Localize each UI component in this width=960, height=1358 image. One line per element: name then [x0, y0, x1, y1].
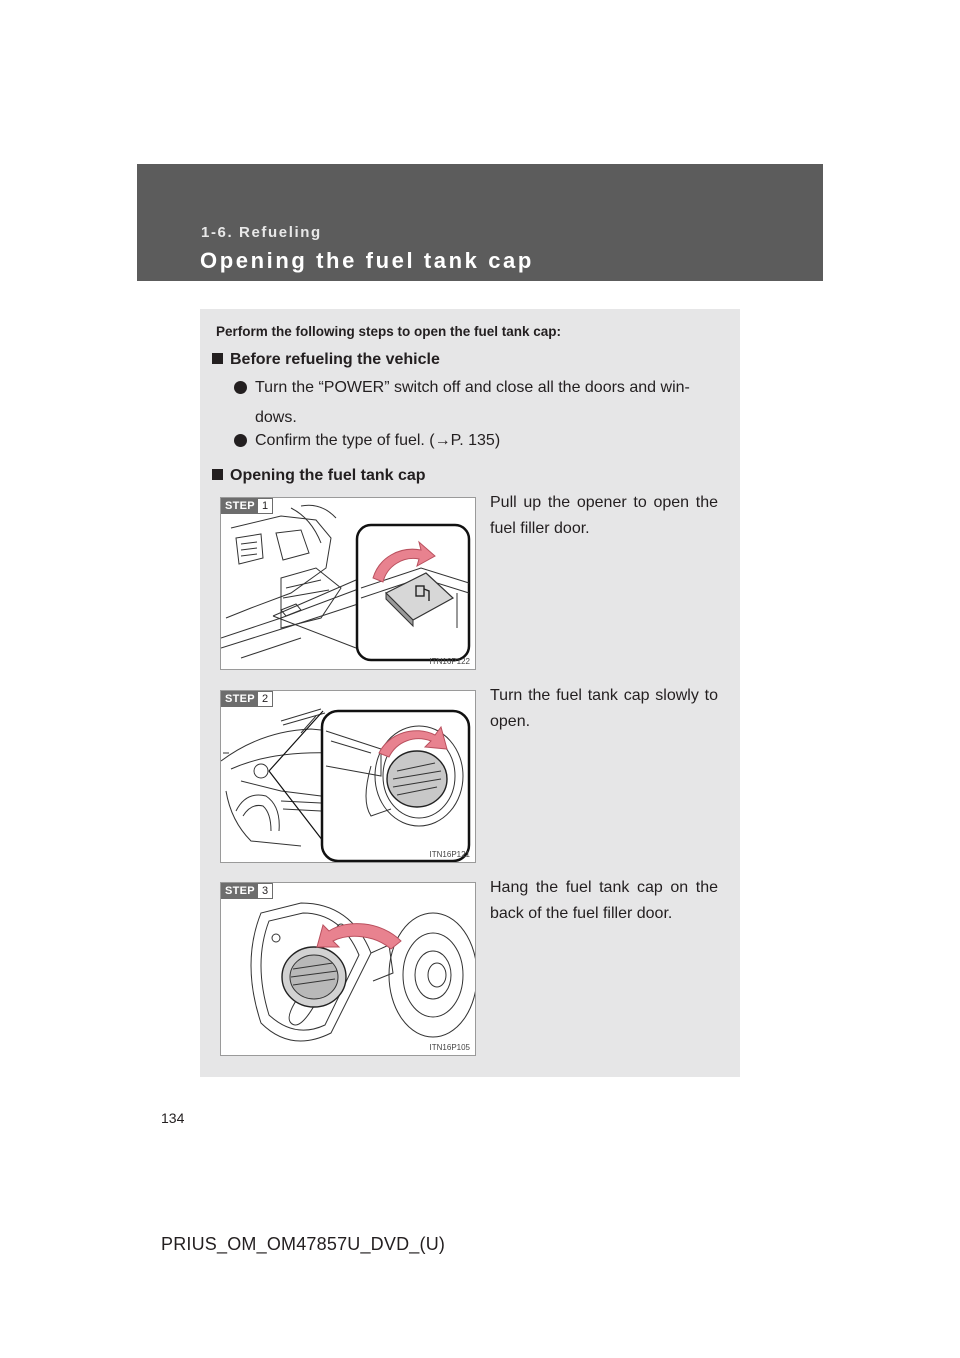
- bullet-power-switch: Turn the “POWER” switch off and close all the doors and win- dows.: [234, 373, 720, 433]
- fuel-cap-turn-illustration-icon: [221, 691, 476, 863]
- step3-figure-code: ITN16P105: [429, 1043, 470, 1052]
- header-band: [137, 164, 823, 281]
- step3-badge: STEP 3: [221, 883, 273, 899]
- step1-text: Pull up the opener to open the fuel filler door.: [490, 494, 718, 537]
- step1-figure: [220, 497, 476, 670]
- page-title: Opening the fuel tank cap: [200, 248, 534, 273]
- square-bullet-icon: [212, 353, 223, 364]
- step2-text: Turn the fuel tank cap slowly to open.: [490, 687, 718, 730]
- section-label: 1-6. Refueling: [201, 224, 322, 241]
- step3-figure: [220, 882, 476, 1056]
- subheading-before-refueling: Before refueling the vehicle: [212, 351, 440, 369]
- step2-figure: [220, 690, 476, 863]
- step3-text: Hang the fuel tank cap on the back of the fuel filler door.: [490, 879, 718, 922]
- intro-text: Perform the following steps to open the fuel tank cap:: [216, 324, 562, 339]
- round-bullet-icon: [234, 434, 247, 447]
- bullet-confirm-fuel: Confirm the type of fuel. (→P. 135): [234, 426, 720, 456]
- step1-figure-code: ITN16P122: [429, 657, 470, 666]
- page-number: 134: [161, 1110, 185, 1126]
- content-panel: [200, 309, 740, 1077]
- fuel-door-opener-illustration-icon: [221, 498, 476, 670]
- fuel-cap-hang-illustration-icon: [221, 883, 476, 1056]
- square-bullet-icon: [212, 469, 223, 480]
- round-bullet-icon: [234, 381, 247, 394]
- step2-figure-code: ITN16P121: [429, 850, 470, 859]
- step2-badge: STEP 2: [221, 691, 273, 707]
- subheading-opening-cap: Opening the fuel tank cap: [212, 467, 426, 485]
- document-code: PRIUS_OM_OM47857U_DVD_(U): [161, 1234, 446, 1254]
- step1-badge: STEP 1: [221, 498, 273, 514]
